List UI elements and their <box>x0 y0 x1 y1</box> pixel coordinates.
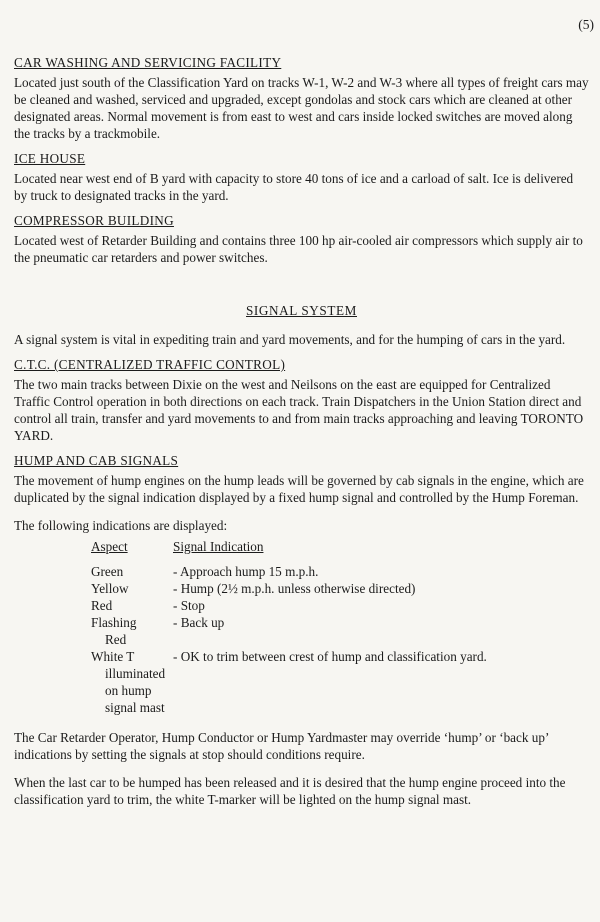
aspect-cell <box>91 614 173 648</box>
table-row <box>91 563 589 580</box>
indication-cell: - OK to trim between crest of hump and classification yard. <box>173 649 487 664</box>
table-row <box>91 648 589 716</box>
aspect-continuation: Red <box>105 632 127 647</box>
ice-house-text: Located near west end of B yard with capacity to store 40 tons of ice and a carload of salt. Ice is delivered by truck to designated tracks in the yard. <box>14 171 574 203</box>
table-row <box>91 580 589 597</box>
indication-cell: - Stop <box>173 598 205 613</box>
hump-text: The movement of hump engines on the hump leads will be governed by cab signals in the engine, which are duplicated by the signal indication displayed by a fixed hump signal and controlled by the Hump Foreman. <box>14 473 584 505</box>
ice-house-heading: ICE HOUSE <box>14 151 86 166</box>
aspect-cell: Red <box>91 598 113 613</box>
aspect-line: Flashing <box>91 615 137 630</box>
car-washing-text: Located just south of the Classification Yard on tracks W-1, W-2 and W-3 where all types of freight cars may be cleaned and washed, serviced and upgraded, except gondolas and stock cars which are cleaned at other designated areas. Normal movement is from east to west and cars inside locked switches are moved along the tracks by a trackmobile. <box>14 75 589 141</box>
ctc-text: The two main tracks between Dixie on the west and Neilsons on the east are equipped for Centralized Traffic Control operation in both directions on each track. Train Dispatchers in the Union Station direct and control all train, transfer and yard movements to and from main tracks approaching and leaving TORONTO YARD. <box>14 377 584 443</box>
aspect-header: Aspect <box>91 539 128 554</box>
hump-heading: HUMP AND CAB SIGNALS <box>14 453 179 468</box>
aspect-line: White T <box>91 649 135 664</box>
override-text: The Car Retarder Operator, Hump Conductor or Hump Yardmaster may override ‘hump’ or ‘back up’ indications by setting the signals at stop should conditions require. <box>14 730 549 762</box>
page-number: (5) <box>578 17 594 32</box>
table-row <box>91 614 589 648</box>
indication-cell: - Back up <box>173 615 225 630</box>
indications-intro: The following indications are displayed: <box>14 518 228 533</box>
ctc-heading: C.T.C. (CENTRALIZED TRAFFIC CONTROL) <box>14 357 286 372</box>
last-car-text: When the last car to be humped has been released and it is desired that the hump engine proceed into the classification yard to trim, the white T-marker will be lighted on the hump signal mast. <box>14 775 566 807</box>
aspect-cell: Yellow <box>91 581 129 596</box>
aspect-cell <box>91 648 173 716</box>
aspect-continuation: illuminated on hump signal mast <box>105 666 166 715</box>
signal-indications-table <box>91 538 589 716</box>
compressor-text: Located west of Retarder Building and contains three 100 hp air-cooled air compressors which supply air to the pneumatic car retarders and power switches. <box>14 233 583 265</box>
signal-system-heading: SIGNAL SYSTEM <box>246 303 357 318</box>
indication-header: Signal Indication <box>173 539 264 554</box>
table-header-row <box>91 538 589 555</box>
indication-cell: - Hump (2½ m.p.h. unless otherwise directed) <box>173 581 416 596</box>
compressor-heading: COMPRESSOR BUILDING <box>14 213 174 228</box>
signal-system-text: A signal system is vital in expediting train and yard movements, and for the humping of cars in the yard. <box>14 332 566 347</box>
car-washing-heading: CAR WASHING AND SERVICING FACILITY <box>14 55 282 70</box>
document-body <box>14 54 589 808</box>
indication-cell: - Approach hump 15 m.p.h. <box>173 564 319 579</box>
table-row <box>91 597 589 614</box>
aspect-cell: Green <box>91 564 124 579</box>
